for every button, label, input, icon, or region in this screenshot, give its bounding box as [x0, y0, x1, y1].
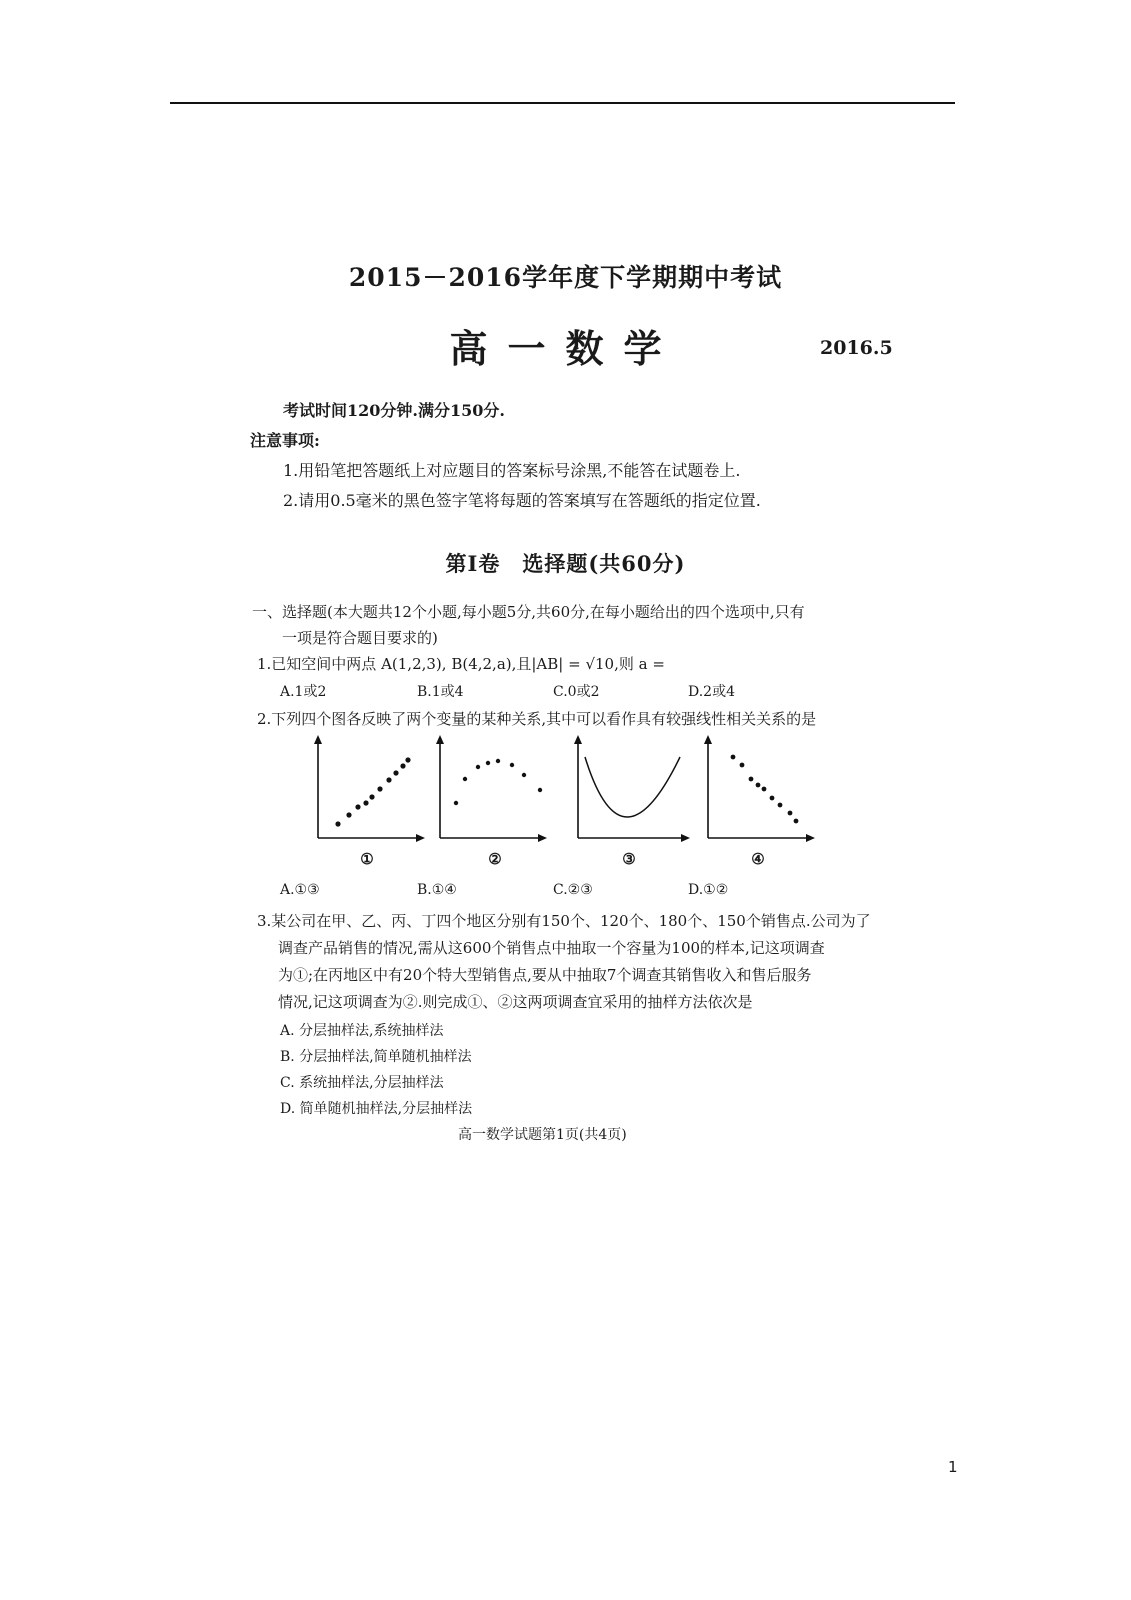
graph-label-3: ③ [622, 850, 636, 868]
question-2-option-a: A.①③ [280, 882, 320, 898]
question-3-option-d: D. 简单随机抽样法,分层抽样法 [280, 1101, 473, 1117]
question-1-stem: 1.已知空间中两点 A(1,2,3), B(4,2,a),且|AB| = √10,则 a = [257, 655, 665, 673]
graph-label-1: ① [360, 850, 374, 868]
page-footer: 高一数学试题第1页(共4页) [458, 1127, 627, 1143]
question-1-option-d: D.2或4 [688, 684, 735, 700]
question-3-option-c: C. 系统抽样法,分层抽样法 [280, 1075, 444, 1091]
question-3-option-a: A. 分层抽样法,系统抽样法 [280, 1023, 444, 1039]
scatter-graph-2 [432, 735, 547, 845]
part-intro: 一、选择题(本大题共12个小题,每小题5分,共60分,在每小题给出的四个选项中,只有 [252, 603, 805, 621]
question-1-option-c: C.0或2 [553, 684, 600, 700]
notice-heading: 注意事项: [250, 431, 320, 450]
notice-item: 2.请用0.5毫米的黑色签字笔将每题的答案填写在答题纸的指定位置. [283, 491, 761, 510]
question-1-option-a: A.1或2 [280, 684, 327, 700]
scatter-graph-4 [700, 735, 815, 845]
top-rule [170, 102, 955, 104]
question-3-stem: 情况,记这项调查为②.则完成①、②这两项调查宜采用的抽样方法依次是 [278, 993, 753, 1011]
graph-label-2: ② [488, 850, 502, 868]
question-3-stem: 3.某公司在甲、乙、丙、丁四个地区分别有150个、120个、180个、150个销售点.公司为了 [257, 912, 871, 930]
page-number: 1 [948, 1458, 958, 1476]
question-3-option-b: B. 分层抽样法,简单随机抽样法 [280, 1049, 472, 1065]
graph-label-4: ④ [751, 850, 765, 868]
scatter-graph-1 [310, 735, 425, 845]
notice-item: 1.用铅笔把答题纸上对应题目的答案标号涂黑,不能答在试题卷上. [283, 461, 741, 480]
question-2-stem: 2.下列四个图各反映了两个变量的某种关系,其中可以看作具有较强线性相关关系的是 [257, 710, 817, 728]
question-1-option-b: B.1或4 [417, 684, 464, 700]
exam-title: 2015－2016学年度下学期期中考试 [348, 263, 783, 292]
question-2-option-b: B.①④ [417, 882, 457, 898]
question-3-stem: 为①;在丙地区中有20个特大型销售点,要从中抽取7个调查其销售收入和售后服务 [278, 966, 812, 984]
exam-date: 2016.5 [820, 337, 893, 359]
section-title: 第Ⅰ卷 选择题(共60分) [445, 551, 686, 576]
question-2-option-d: D.①② [688, 882, 729, 898]
question-2-option-c: C.②③ [553, 882, 593, 898]
question-3-stem: 调查产品销售的情况,需从这600个销售点中抽取一个容量为100的样本,记这项调查 [278, 939, 825, 957]
part-intro: 一项是符合题目要求的) [282, 629, 438, 647]
curve-graph-3 [570, 735, 690, 845]
subject-title: 高一数学 [449, 326, 682, 371]
exam-info: 考试时间120分钟.满分150分. [283, 401, 505, 420]
